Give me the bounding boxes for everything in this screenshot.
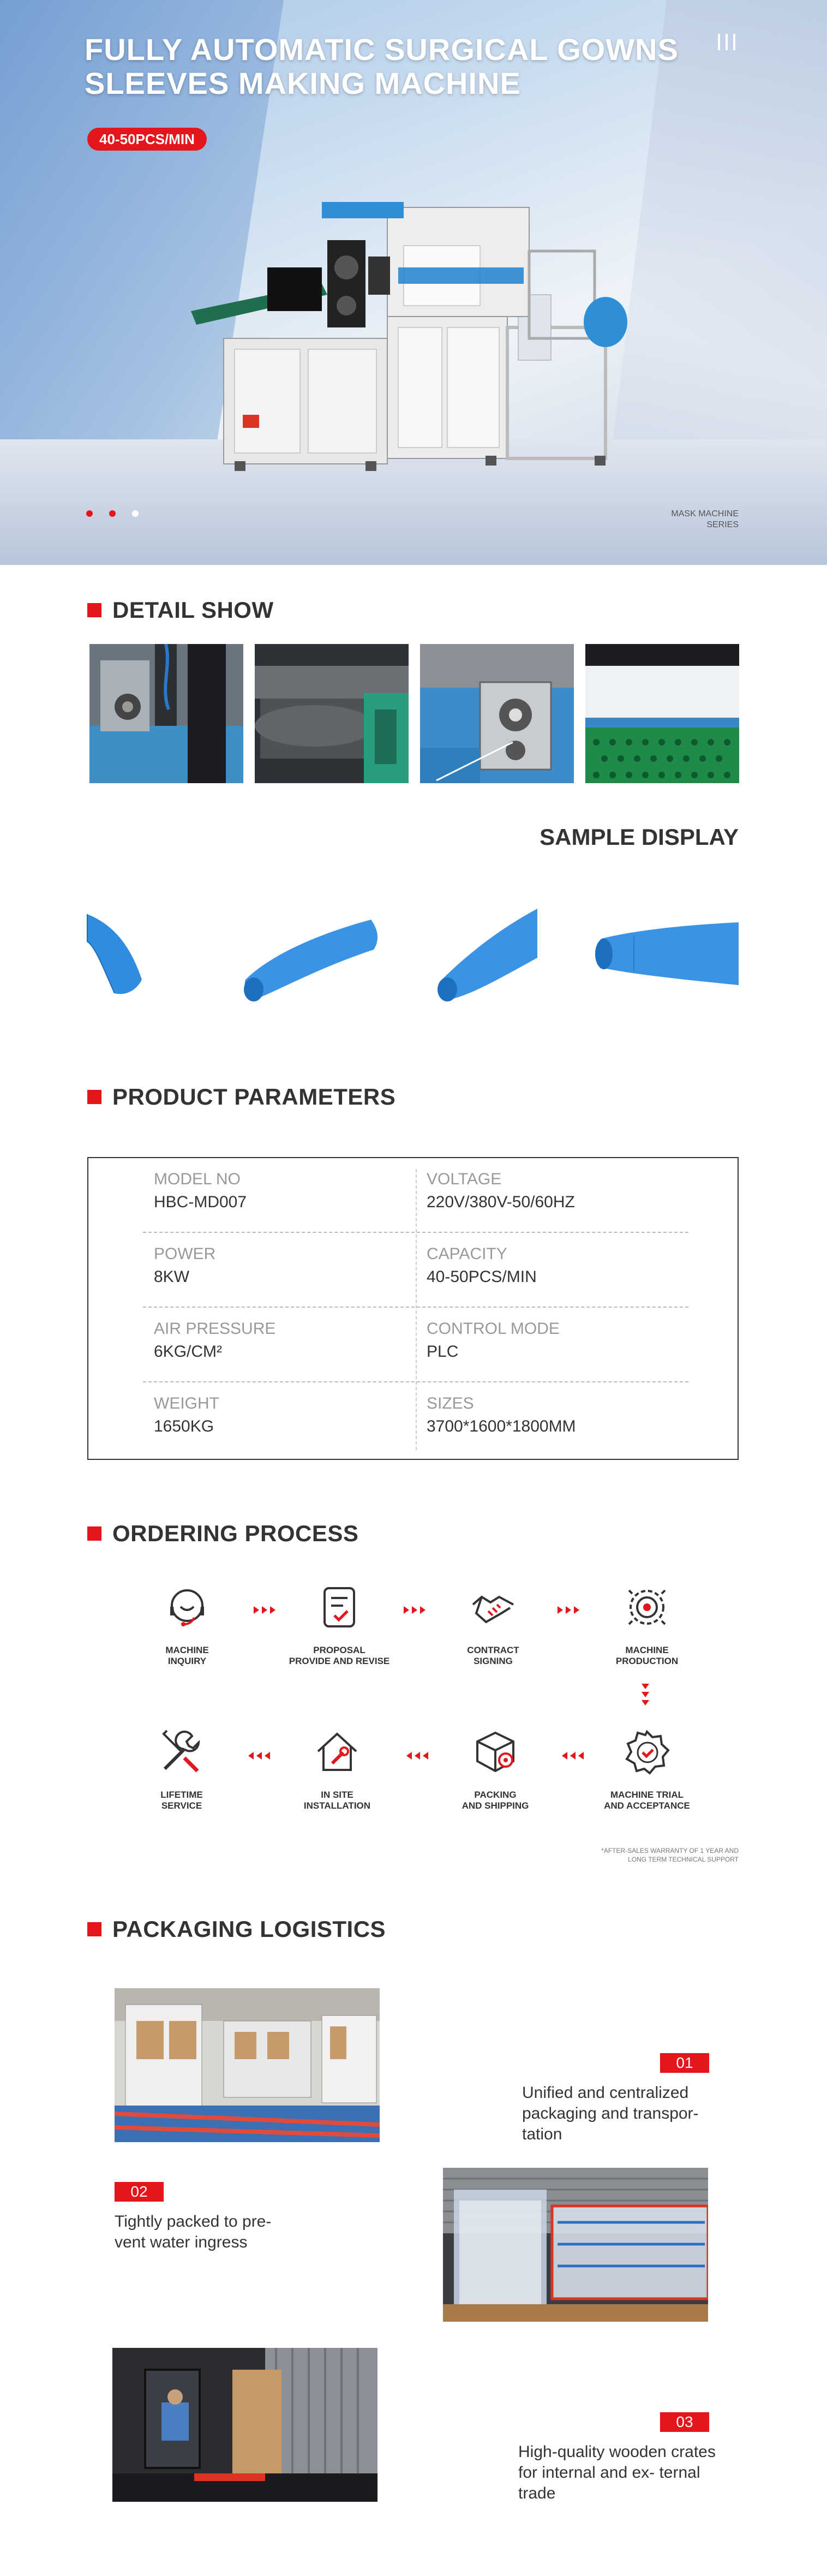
packaging-number-badge: 02 xyxy=(115,2182,164,2202)
step-label-line2: PRODUCTION xyxy=(615,1656,679,1666)
packaging-number-badge: 03 xyxy=(660,2412,709,2432)
arrow-right-icon xyxy=(558,1606,582,1614)
heading-marker xyxy=(87,1922,101,1936)
arrow-left-icon xyxy=(406,1752,430,1760)
carousel-dot-2[interactable] xyxy=(109,510,116,517)
step-machine-inquiry xyxy=(127,1583,247,1667)
sample-image-1[interactable] xyxy=(82,898,236,1007)
step-in-site-installation xyxy=(277,1727,397,1811)
series-line-2: SERIES xyxy=(706,520,739,529)
arrow-right-icon xyxy=(404,1606,428,1614)
series-line-1: MASK MACHINE xyxy=(671,509,739,518)
arrow-left-icon xyxy=(248,1752,272,1760)
step-contract-signing xyxy=(433,1583,553,1667)
param-cell xyxy=(143,1233,405,1308)
carousel-dots xyxy=(86,510,139,517)
detail-image-1[interactable] xyxy=(89,644,243,783)
param-value: 220V/380V-50/60HZ xyxy=(427,1193,575,1211)
param-value: 40-50PCS/MIN xyxy=(427,1268,537,1286)
capacity-badge: 40-50PCS/MIN xyxy=(87,128,207,151)
param-row xyxy=(143,1308,688,1382)
arrow-right-icon xyxy=(254,1606,278,1614)
param-cell xyxy=(143,1308,405,1382)
warranty-note-line1: *AFTER-SALES WARRANTY OF 1 YEAR AND xyxy=(601,1847,739,1855)
step-label-line2: INQUIRY xyxy=(167,1656,207,1666)
detail-show-title: DETAIL SHOW xyxy=(112,597,274,623)
detail-image-3[interactable] xyxy=(420,644,574,783)
param-label: SIZES xyxy=(427,1394,474,1412)
param-value: 3700*1600*1800MM xyxy=(427,1417,576,1435)
headset-icon xyxy=(163,1583,212,1632)
detail-image-4[interactable] xyxy=(585,644,739,783)
param-row xyxy=(143,1382,688,1457)
arrow-down-icon xyxy=(642,1684,649,1708)
detail-image-2[interactable] xyxy=(255,644,409,783)
param-value: 8KW xyxy=(154,1268,190,1286)
warranty-note-line2: LONG TERM TECHNICAL SUPPORT xyxy=(628,1856,739,1863)
param-cell xyxy=(143,1158,405,1233)
warranty-note xyxy=(584,1846,739,1864)
machine-image xyxy=(191,186,671,491)
sample-image-3[interactable] xyxy=(387,898,541,1007)
step-label-line1: MACHINE xyxy=(165,1645,209,1655)
packaging-title: PACKAGING LOGISTICS xyxy=(112,1916,386,1942)
packaging-description: Tightly packed to pre- vent water ingress xyxy=(115,2213,272,2251)
sample-image-2[interactable] xyxy=(235,898,388,1007)
step-machine-production xyxy=(587,1583,707,1667)
step-proposal xyxy=(279,1583,399,1667)
param-cell xyxy=(416,1233,678,1308)
packaging-heading xyxy=(87,1916,386,1943)
ordering-heading xyxy=(87,1520,358,1547)
step-label-line2: INSTALLATION xyxy=(303,1800,371,1811)
step-label-line2: PROVIDE AND REVISE xyxy=(289,1656,390,1666)
step-label-line1: MACHINE xyxy=(625,1645,669,1655)
gear-icon xyxy=(622,1583,672,1632)
hero-title: FULLY AUTOMATIC SURGICAL GOWNS SLEEVES MAKING MACHINE xyxy=(85,32,679,100)
badge-check-icon xyxy=(622,1727,672,1776)
step-label-line1: LIFETIME xyxy=(160,1790,203,1800)
heading-marker xyxy=(87,1090,101,1104)
packaging-image-3[interactable] xyxy=(112,2348,377,2502)
param-cell xyxy=(416,1382,678,1457)
step-packing-shipping xyxy=(435,1727,555,1811)
step-label-line2: SERVICE xyxy=(161,1800,202,1811)
ordering-title: ORDERING PROCESS xyxy=(112,1520,359,1546)
menu-icon[interactable] xyxy=(718,34,735,50)
param-label: POWER xyxy=(154,1245,216,1263)
param-value: HBC-MD007 xyxy=(154,1193,247,1211)
document-icon xyxy=(315,1583,364,1632)
param-value: PLC xyxy=(427,1343,459,1361)
step-label-line2: SIGNING xyxy=(474,1656,513,1666)
param-row xyxy=(143,1233,688,1308)
heading-marker xyxy=(87,1526,101,1541)
step-label-line1: IN SITE xyxy=(321,1790,353,1800)
packaging-number-badge: 01 xyxy=(660,2053,709,2073)
param-label: MODEL NO xyxy=(154,1170,241,1188)
param-cell xyxy=(143,1382,405,1457)
parameters-heading xyxy=(87,1083,395,1111)
hero-banner xyxy=(0,0,827,565)
param-label: VOLTAGE xyxy=(427,1170,502,1188)
packaging-description: Unified and centralized packaging and transpor- tation xyxy=(522,2084,699,2143)
step-label-line2: AND SHIPPING xyxy=(462,1800,529,1811)
param-label: AIR PRESSURE xyxy=(154,1320,276,1338)
step-label-line1: PACKING xyxy=(474,1790,517,1800)
step-label-line1: PROPOSAL xyxy=(313,1645,365,1655)
series-label xyxy=(627,509,739,530)
house-wrench-icon xyxy=(313,1727,362,1776)
parameters-title: PRODUCT PARAMETERS xyxy=(112,1084,396,1110)
param-cell xyxy=(416,1308,678,1382)
param-row xyxy=(143,1158,688,1233)
carousel-dot-3[interactable] xyxy=(132,510,139,517)
package-icon xyxy=(471,1727,520,1776)
packaging-image-1[interactable] xyxy=(115,1988,380,2142)
step-label-line2: AND ACCEPTANCE xyxy=(604,1800,690,1811)
param-label: CAPACITY xyxy=(427,1245,507,1263)
detail-show-heading xyxy=(87,597,274,624)
param-label: WEIGHT xyxy=(154,1394,219,1412)
step-label-line1: CONTRACT xyxy=(467,1645,519,1655)
parameters-table xyxy=(87,1157,739,1460)
tools-icon xyxy=(157,1727,206,1776)
param-value: 1650KG xyxy=(154,1417,214,1435)
sample-display-title: SAMPLE DISPLAY xyxy=(540,824,739,850)
sample-image-4[interactable] xyxy=(585,898,739,1007)
param-value: 6KG/CM² xyxy=(154,1343,223,1361)
carousel-dot-1[interactable] xyxy=(86,510,93,517)
handshake-icon xyxy=(469,1583,518,1632)
step-lifetime-service xyxy=(122,1727,242,1811)
param-cell xyxy=(416,1158,678,1233)
step-label-line1: MACHINE TRIAL xyxy=(610,1790,684,1800)
packaging-description: High-quality wooden crates for internal and ex- ternal trade xyxy=(518,2443,716,2502)
param-label: CONTROL MODE xyxy=(427,1320,560,1338)
step-machine-trial xyxy=(587,1727,707,1811)
arrow-left-icon xyxy=(562,1752,586,1760)
packaging-image-2[interactable] xyxy=(443,2168,708,2322)
heading-marker xyxy=(87,603,101,617)
